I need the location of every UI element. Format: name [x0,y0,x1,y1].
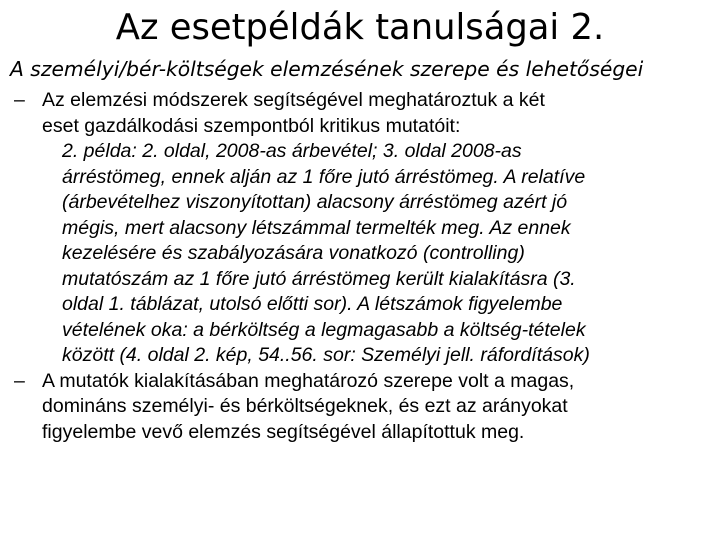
bullet-line: A mutatók kialakításában meghatározó szerepe volt a magas, [42,369,575,392]
example-line: között (4. oldal 2. kép, 54..56. sor: Személyi jell. ráfordítások) [62,344,590,366]
example-line: (árbevételhez viszonyítottan) alacsony árréstömeg azért jó [62,191,568,213]
example-line: mégis, mert alacsony létszámmal termelték meg. Az ennek [62,216,571,239]
bullet-list [14,88,714,445]
bullet-dash: – [14,369,25,392]
bullet-item-indicators [14,369,714,446]
bullet-dash: – [14,89,25,111]
example-line: árréstömeg, ennek alján az 1 főre jutó árréstömeg. A relatíve [62,165,586,188]
example-line: vételének oka: a bérköltség a legmagasabb a költség-tételek [62,318,586,341]
bullet-item-methods [14,88,714,369]
example-block [42,139,714,369]
bullet-line: Az elemzési módszerek segítségével meghatároztuk a két [42,89,545,111]
example-line: kezelésére és szabályozására vonatkozó (controlling) [62,242,525,264]
bullet-line: eset gazdálkodási szempontból kritikus mutatóit: [42,114,461,137]
example-line: 2. példa: 2. oldal, 2008-as árbevétel; 3. oldal 2008-as [62,140,522,162]
slide-title: Az esetpéldák tanulságai 2. [115,7,605,48]
bullet-line: domináns személyi- és bérköltségeknek, és ezt az arányokat [42,395,568,417]
example-line: mutatószám az 1 főre jutó árréstömeg került kialakításra (3. [62,267,576,290]
slide-subtitle: A személyi/bér-költségek elemzésének szerepe és lehetőségei [10,57,644,81]
example-line: oldal 1. táblázat, utolsó előtti sor). A létszámok figyelembe [62,293,563,315]
bullet-line: figyelembe vevő elemzés segítségével állapítottuk meg. [42,420,525,443]
